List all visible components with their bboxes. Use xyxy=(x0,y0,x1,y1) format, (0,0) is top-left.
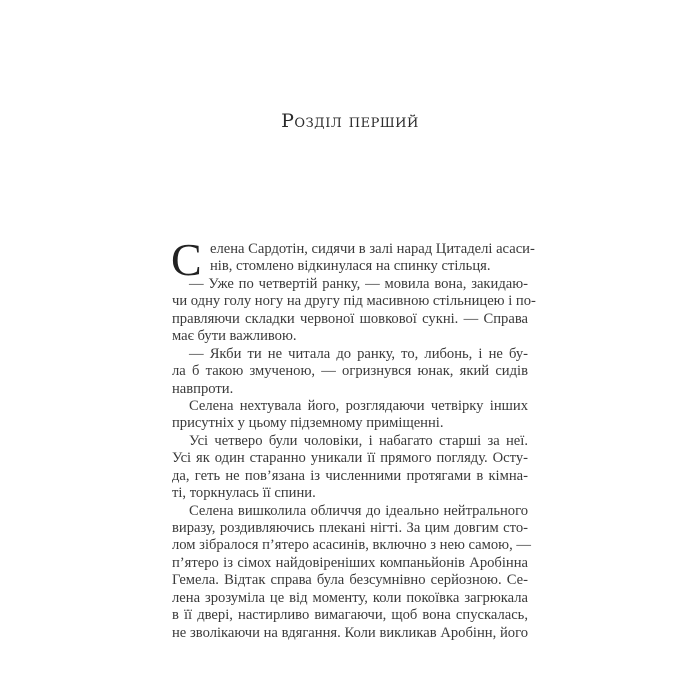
text-line: Усі як один старанно уникали її прямого погляду. Осту- xyxy=(172,450,528,467)
text-line: правляючи складки червоної шовкової сукні. — Справа xyxy=(172,310,528,327)
chapter-title: Розділ перший xyxy=(281,110,419,132)
text-line: ті, торкнулась її спини. xyxy=(172,485,316,502)
text-line: Гемела. Відтак справа була безсумнівно серйозною. Се- xyxy=(172,572,528,589)
text-line: лена зрозуміла це від моменту, коли покоївка загрюкала xyxy=(172,589,528,606)
text-line: присутніх у цьому підземному приміщенні. xyxy=(172,415,444,432)
text-line: чи одну голу ногу на другу під масивною стільницею і по- xyxy=(172,293,536,310)
text-line: нів, стомлено відкинулася на спинку стільця. xyxy=(210,258,491,275)
text-line: да, геть не пов’язана із численними протягами в кімна- xyxy=(172,467,528,484)
chapter-body xyxy=(171,234,536,642)
drop-cap: С xyxy=(171,234,202,285)
text-line: елена Сардотін, сидячи в залі нарад Цитаделі асаси- xyxy=(210,241,535,257)
text-line: — Якби ти не читала до ранку, то, либонь, і не бу- xyxy=(189,345,528,362)
text-line: виразу, роздивляючись плекані нігті. За цим довгим сто- xyxy=(172,520,528,536)
text-line: має бути важливою. xyxy=(172,328,297,345)
text-line: в її двері, настирливо вимагаючи, щоб вона спускалась, xyxy=(172,607,528,624)
text-line: Усі четверо були чоловіки, і набагато старші за неї. xyxy=(189,432,528,449)
text-line: п’ятеро із сімох найдовіреніших компаньйонів Аробінна xyxy=(172,554,528,571)
text-line: Селена нехтувала його, розглядаючи четвірку інших xyxy=(189,397,528,414)
text-line: Селена вишколила обличчя до ідеально нейтрального xyxy=(189,502,528,519)
text-line: навпроти. xyxy=(172,380,234,397)
text-line: — Уже по четвертій ранку, — мовила вона, закидаю- xyxy=(189,275,528,292)
text-line: не зволікаючи на вдягання. Коли викликав Аробінн, його xyxy=(172,624,528,641)
text-line: ла б такою змученою, — огризнувся юнак, який сидів xyxy=(172,363,528,380)
text-line: лом зібралося п’ятеро асасинів, включно з нею самою, — xyxy=(172,537,531,554)
